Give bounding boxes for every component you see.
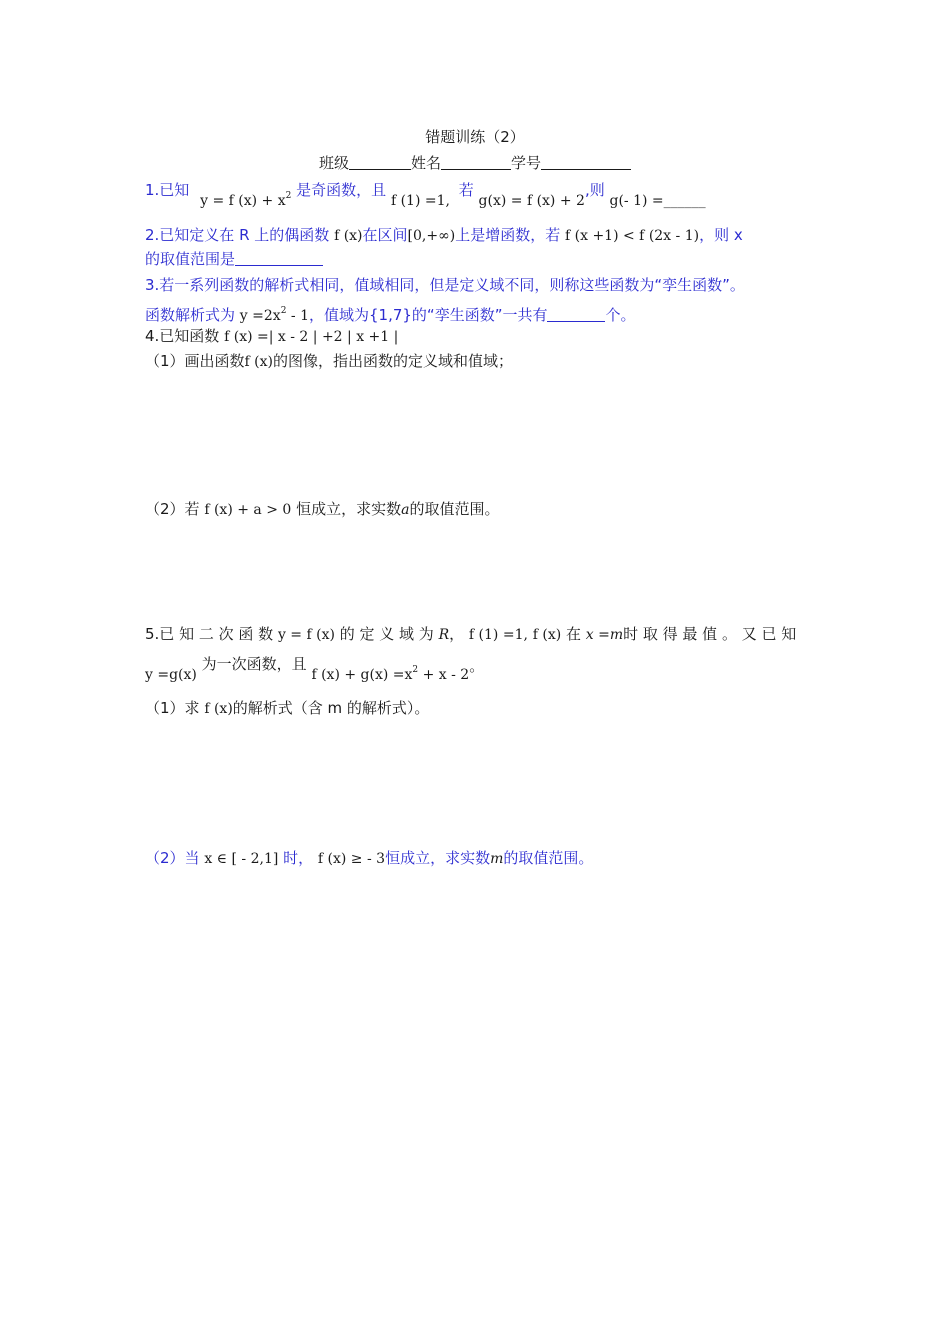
q2-expr-interval: [0,+∞) [407, 228, 456, 244]
q3-answer-blank [547, 306, 605, 322]
q2-answer-blank [235, 250, 323, 266]
q2-text-1: 2.已知定义在 R 上的偶函数 [145, 226, 330, 244]
q4-p2-var: a [401, 502, 410, 518]
q4-p2-text-b: 恒成立，求实数 [296, 500, 402, 518]
question-2-line-2 [145, 249, 810, 269]
question-4 [145, 326, 810, 347]
q1-expr-answer: g(- 1) =______ [609, 193, 706, 209]
q5-p1-expr: f (x) [204, 701, 233, 717]
q5-expr-sum: f $(x) + g(x) =x^2 + x - 2$ [311, 665, 470, 683]
q5-text-1: 5.已 知 二 次 函 数 [145, 625, 274, 643]
q5-expr-y: y = f (x) [277, 627, 335, 643]
q5-text-domain: 的 定 义 域 为 [339, 625, 434, 643]
q4-p1-text-b: 的图像，指出函数的定义域和值域； [273, 352, 514, 370]
q4-text-1: 4.已知函数 [145, 327, 220, 345]
q5-p2-expr-f: f (x) ≥ - 3 [317, 851, 386, 867]
q1-expr-y: y = f $(x) + x^2$ [200, 191, 292, 209]
q3-text-3: ，值域为{1,7}的“孪生函数”一共有 [308, 306, 548, 324]
q5-p2-text-b: 时， [283, 849, 314, 867]
q1-text-odd: 是奇函数，且 [296, 181, 387, 199]
q5-text-linear: 为一次函数，且 [201, 655, 307, 673]
class-label: 班级 [318, 154, 349, 172]
name-blank [441, 154, 511, 170]
q2-text-increasing: 上是增函数，若 [455, 226, 561, 244]
q4-part-2 [145, 499, 810, 520]
question-1 [145, 176, 810, 209]
q1-text-if: 若 [458, 181, 474, 199]
q5-p1-text-b: 的解析式（含 m 的解析式）。 [232, 699, 430, 717]
q2-text-x: ，则 x [699, 226, 743, 244]
q5-p2-text-d: 的取值范围。 [503, 849, 594, 867]
q3-text-1: 3.若一系列函数的解析式相同，值域相同，但是定义域不同，则称这些函数为“孪生函数”。 [145, 276, 745, 294]
q5-text-period: 。 [469, 657, 485, 675]
q1-expr-f1: f (1) =1, [390, 193, 450, 209]
q1-text-then: ,则 [584, 181, 605, 199]
q4-p2-text-a: （2）若 [145, 500, 200, 518]
q1-number: 1.已知 [145, 181, 190, 199]
q3-text-2: 函数解析式为 [145, 306, 236, 324]
q4-p1-expr: f (x) [244, 354, 273, 370]
q4-p1-text-a: （1）画出函数 [145, 352, 245, 370]
q5-part-2 [145, 848, 810, 869]
name-label: 姓名 [410, 154, 441, 172]
id-label: 学号 [511, 154, 542, 172]
q3-expr: $y =2x^2 - 1$ [239, 306, 309, 324]
q5-p2-expr-x: x ∈ [ - 2,1] [204, 851, 279, 867]
q5-p2-var: m [490, 851, 504, 867]
q5-text-extreme: 时 取 得 最 值 。 又 已 知 [623, 625, 797, 643]
q1-expr-g: g(x) = f (x) + 2 [478, 193, 585, 209]
question-3-line-1 [145, 275, 810, 295]
student-info-line [0, 152, 950, 173]
class-blank [349, 154, 411, 170]
question-5-line-1 [145, 624, 810, 645]
q4-p2-text-c: 的取值范围。 [409, 500, 500, 518]
q4-part-1 [145, 351, 810, 372]
worksheet-title: 错题训练（2） [425, 128, 525, 146]
q5-expr-g: y =g(x) [145, 667, 197, 683]
q2-expr-inequality: f (x +1) < f (2x - 1) [565, 228, 700, 244]
q5-p2-text-a: （2）当 [145, 849, 200, 867]
id-blank [541, 154, 631, 170]
q5-expr-R: R [438, 627, 450, 643]
q5-p2-text-c: 恒成立，求实数 [385, 849, 491, 867]
q5-part-1 [145, 698, 810, 719]
q2-expr-f: f (x) [334, 228, 363, 244]
q3-text-4: 个。 [605, 306, 636, 324]
question-5-line-2 [145, 650, 810, 683]
q5-expr-f: f (x) [532, 627, 562, 643]
q5-expr-xm: x =m [585, 627, 624, 643]
q2-text-range: 的取值范围是 [145, 250, 236, 268]
question-3-line-2 [145, 301, 810, 326]
question-2-line-1 [145, 225, 810, 246]
q5-expr-f1: f (1) =1, [468, 627, 528, 643]
q5-p1-text-a: （1）求 [145, 699, 200, 717]
q4-expr: f (x) =| x - 2 | +2 | x +1 | [224, 329, 399, 345]
q5-text-at: 在 [565, 625, 581, 643]
q5-text-comma: ， [449, 625, 465, 643]
q4-p2-expr: f (x) + a > 0 [204, 502, 292, 518]
q2-text-interval: 在区间 [362, 226, 408, 244]
